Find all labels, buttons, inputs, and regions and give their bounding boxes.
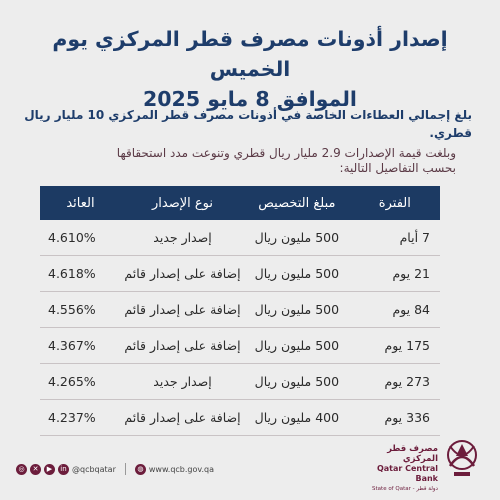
table-row (40, 292, 440, 328)
lead-text (64, 146, 456, 176)
cell-yield: 4.610% (40, 220, 121, 256)
cell-yield: 4.367% (40, 328, 121, 364)
cell-yield: 4.556% (40, 292, 121, 328)
cell-period: 21 يوم (350, 256, 440, 292)
cell-yield: 4.265% (40, 364, 121, 400)
logo-arabic-name: مصرف قطر المركزي (387, 444, 438, 464)
header-type: نوع الإصدار (152, 195, 214, 211)
table-row (40, 400, 440, 436)
cell-type: إضافة على إصدار قائم (121, 256, 244, 292)
intro-text: بلغ إجمالي العطاءات الخاصة في أذونات مصرف قطر المركزي 10 مليار ريال قطري. (24, 108, 472, 140)
globe-icon: ◍ (135, 464, 146, 475)
table-row (40, 256, 440, 292)
header-yield: العائد (66, 195, 95, 211)
cell-amount: 500 مليون ريال (244, 292, 350, 328)
page-title (20, 24, 480, 114)
cell-amount: 500 مليون ريال (244, 328, 350, 364)
qcb-logo (366, 432, 486, 492)
title-line-1: إصدار أذونات مصرف قطر المركزي يوم الخميس (52, 27, 448, 81)
logo-wordmark (366, 444, 438, 494)
cell-type: إضافة على إصدار قائم (121, 328, 244, 364)
cell-type: إضافة على إصدار قائم (121, 400, 244, 436)
footer-divider (125, 463, 126, 475)
table-row (40, 328, 440, 364)
cell-type: إصدار جديد (121, 220, 244, 256)
cell-period: 84 يوم (350, 292, 440, 328)
linkedin-icon[interactable]: in (58, 464, 69, 475)
lead-line-2: بحسب التفاصيل التالية: (339, 161, 456, 175)
table-row (40, 220, 440, 256)
header-period: الفترة (378, 195, 411, 211)
cell-amount: 500 مليون ريال (244, 364, 350, 400)
cell-period: 7 أيام (350, 220, 440, 256)
cell-amount: 400 مليون ريال (244, 400, 350, 436)
social-handle[interactable]: @qcbqatar (72, 464, 116, 474)
x-icon[interactable]: ✕ (30, 464, 41, 475)
logo-english-name: Qatar Central Bank (376, 464, 438, 483)
cell-yield: 4.618% (40, 256, 121, 292)
title-line-2: الموافق 8 مايو 2025 (143, 87, 357, 111)
social-links (16, 462, 214, 476)
qatar-emblem-icon (442, 436, 482, 480)
cell-type: إضافة على إصدار قائم (121, 292, 244, 328)
instagram-icon[interactable]: ◎ (16, 464, 27, 475)
table-header-row (40, 186, 440, 220)
logo-subtitle: State of Qatar - دولة قطر (372, 486, 438, 492)
youtube-icon[interactable]: ▶ (44, 464, 55, 475)
cell-period: 336 يوم (350, 400, 440, 436)
cell-period: 273 يوم (350, 364, 440, 400)
lead-line-1: وبلغت قيمة الإصدارات 2.9 مليار ريال قطري وتنوعت مدد استحقاقها (116, 146, 456, 160)
issuance-table (40, 186, 440, 436)
header-amount: مبلغ التخصيص (258, 195, 336, 211)
cell-period: 175 يوم (350, 328, 440, 364)
cell-type: إصدار جديد (121, 364, 244, 400)
website-link[interactable]: www.qcb.gov.qa (148, 464, 215, 474)
cell-yield: 4.237% (40, 400, 121, 436)
table-row (40, 364, 440, 400)
cell-amount: 500 مليون ريال (244, 256, 350, 292)
cell-amount: 500 مليون ريال (244, 220, 350, 256)
